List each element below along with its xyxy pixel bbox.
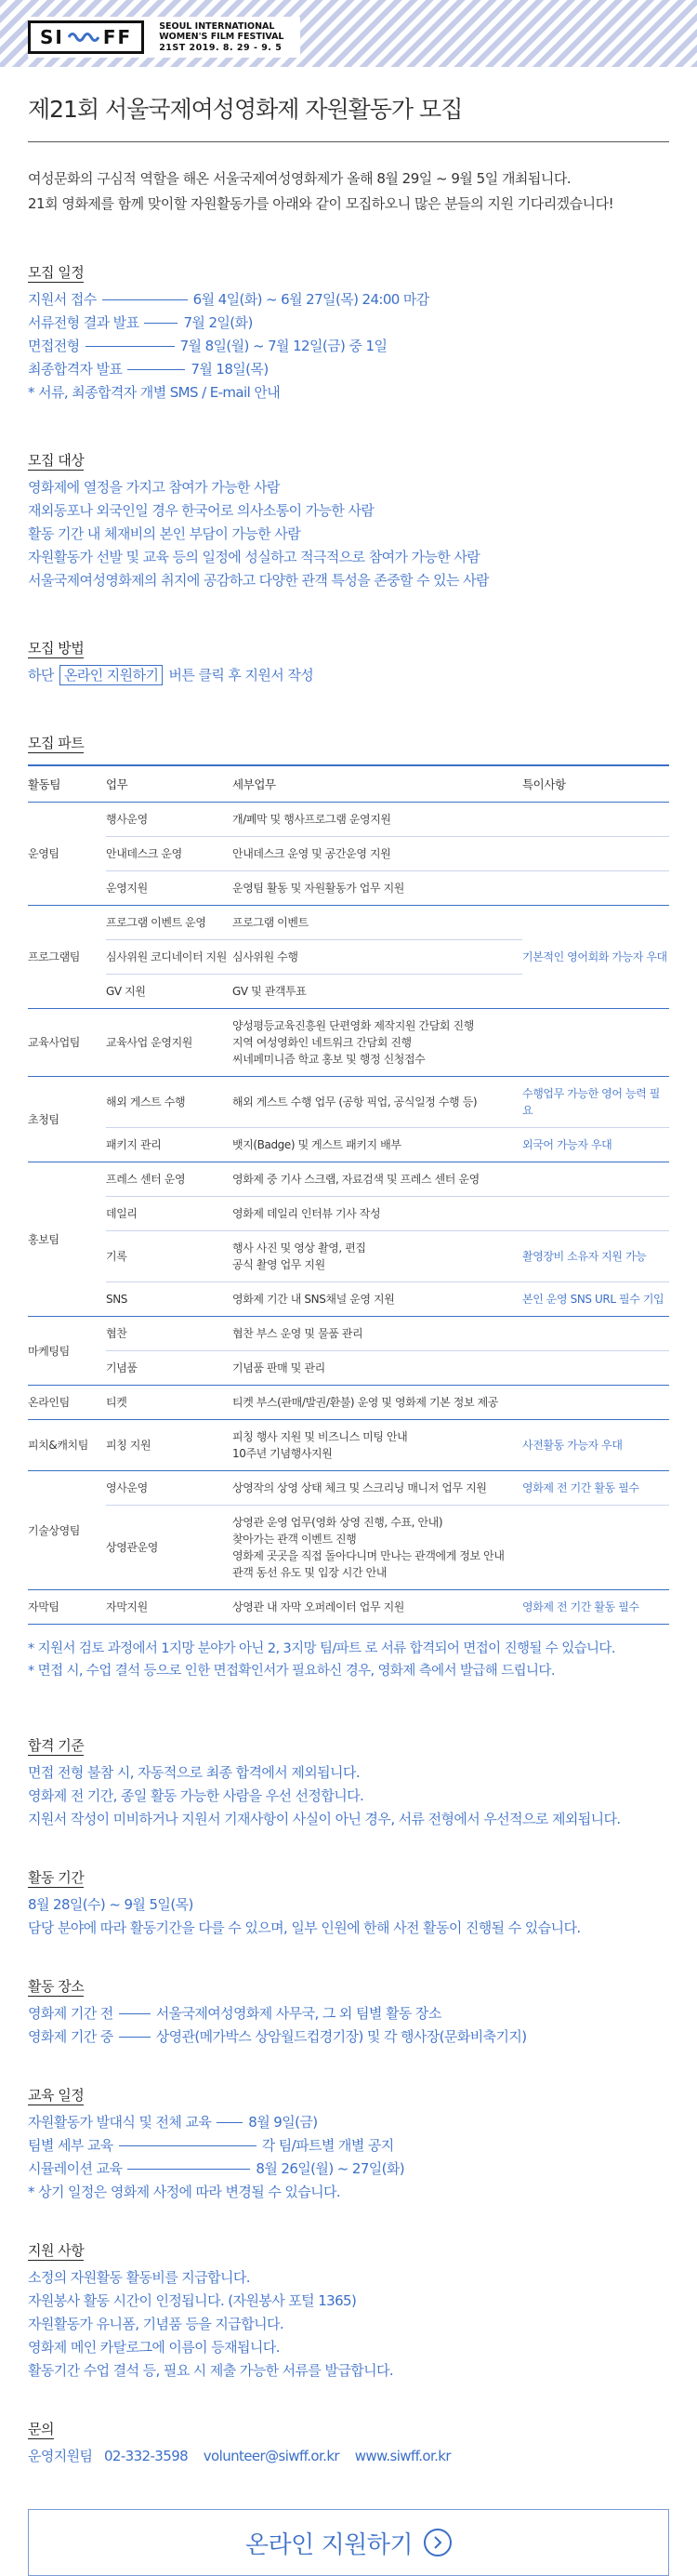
- contact-email[interactable]: volunteer@siwff.or.kr: [203, 2448, 339, 2464]
- detail-line: 영화제 데일리 인터뷰 기사 작성: [232, 1207, 381, 1220]
- education-row: 시뮬레이션 교육 8월 26일(월) ~ 27일(화): [28, 2160, 405, 2177]
- support-section: [28, 2241, 669, 2383]
- task-cell: 안내데스크 운영: [106, 837, 232, 871]
- detail-cell: [232, 1197, 522, 1231]
- education-note: * 상기 일정은 영화제 사정에 따라 변경될 수 있습니다.: [28, 2184, 341, 2200]
- detail-line: 씨네페미니즘 학교 홍보 및 행정 신청접수: [232, 1053, 426, 1066]
- task-cell: 자막지원: [106, 1590, 232, 1625]
- table-row: [28, 1471, 669, 1506]
- list-item: 영화제 메인 카탈로그에 이름이 등재됩니다.: [28, 2339, 280, 2356]
- table-row: [28, 1386, 669, 1420]
- detail-line: 지역 여성영화인 네트워크 간담회 진행: [232, 1036, 412, 1049]
- logo-frame: [28, 20, 144, 54]
- place-row: 영화제 기간 중 상영관(메가박스 상암월드컵경기장) 및 각 행사장(문화비축기지): [28, 2028, 527, 2045]
- list-item: 자원활동가 선발 및 교육 등의 일정에 성실하고 적극적으로 참여가 가능한 사람: [28, 549, 480, 565]
- note-cell: 수행업무 가능한 영어 능력 필요: [522, 1077, 669, 1128]
- team-cell: 피치&캐치팀: [28, 1420, 106, 1471]
- target-section: [28, 451, 669, 592]
- apply-button-label: 온라인 지원하기: [59, 665, 163, 685]
- section-title: 교육 일정: [28, 2087, 85, 2104]
- logo-right-text: FF: [102, 26, 133, 48]
- detail-cell: [232, 906, 522, 940]
- table-row: [28, 1590, 669, 1625]
- table-footnotes: * 지원서 검토 과정에서 1지망 분야가 아닌 2, 3지망 팀/파트 로 서류 합격되어 면접이 진행될 수 있습니다. * 면접 시, 수업 결석 등으로 인한 면접확인서가 필요하신 경우, 영화제 측에서 발급해 드립니다.: [28, 1641, 615, 1679]
- detail-line: 영화제 중 기사 스크랩, 자료검색 및 프레스 센터 운영: [232, 1173, 480, 1186]
- table-row: [28, 1162, 669, 1197]
- task-cell: 패키지 관리: [106, 1128, 232, 1162]
- note-cell: [522, 1197, 669, 1231]
- task-cell: 기록: [106, 1231, 232, 1282]
- schedule-row: 서류전형 결과 발표 7월 2일(화): [28, 314, 253, 331]
- section-title: 모집 파트: [28, 735, 85, 751]
- detail-line: 피칭 행사 지원 및 비즈니스 미팅 안내: [232, 1430, 408, 1443]
- list-item: 활동 기간 내 체재비의 본인 부담이 가능한 사람: [28, 525, 301, 542]
- list-item: 재외동포나 외국인일 경우 한국어로 의사소통이 가능한 사람: [28, 502, 375, 519]
- parts-section: [28, 734, 669, 1682]
- list-item: 영화제에 열정을 가지고 참여가 가능한 사람: [28, 479, 280, 496]
- task-cell: 심사위원 코디네이터 지원: [106, 940, 232, 975]
- contact-website[interactable]: www.siwff.or.kr: [354, 2448, 451, 2464]
- detail-cell: [232, 975, 522, 1009]
- team-cell: 프로그램팀: [28, 906, 106, 1009]
- column-header: 업무: [106, 765, 232, 803]
- list-item: 영화제 전 기간, 종일 활동 가능한 사람을 우선 선정합니다.: [28, 1787, 364, 1804]
- note-cell: [522, 1351, 669, 1386]
- detail-line: 안내데스크 운영 및 공간운영 지원: [232, 847, 391, 860]
- note-cell: 사전활동 가능자 우대: [522, 1420, 669, 1471]
- education-row: 자원활동가 발대식 및 전체 교육 8월 9일(금): [28, 2114, 318, 2131]
- detail-cell: [232, 940, 522, 975]
- list-item: 서울국제여성영화제의 취지에 공감하고 다양한 관객 특성을 존중할 수 있는 사람: [28, 572, 489, 589]
- note-cell: 영화제 전 기간 활동 필수: [522, 1471, 669, 1506]
- detail-cell: [232, 1231, 522, 1282]
- list-item: 자원활동가 유니폼, 기념품 등을 지급합니다.: [28, 2316, 284, 2332]
- task-cell: 프레스 센터 운영: [106, 1162, 232, 1197]
- schedule-row: 최종합격자 발표 7월 18일(목): [28, 361, 269, 378]
- detail-line: GV 및 관객투표: [232, 985, 307, 998]
- task-cell: 교육사업 운영지원: [106, 1009, 232, 1077]
- section-title: 합격 기준: [28, 1737, 85, 1754]
- detail-line: 행사 사진 및 영상 촬영, 편집: [232, 1242, 366, 1255]
- criteria-section: [28, 1736, 669, 1831]
- parts-table: [28, 764, 669, 1625]
- list-item: 면접 전형 불참 시, 자동적으로 최종 합격에서 제외됩니다.: [28, 1764, 360, 1781]
- table-row: [28, 1282, 669, 1317]
- task-cell: 영사운영: [106, 1471, 232, 1506]
- detail-line: 영화제 곳곳을 직접 돌아다니며 만나는 관객에게 정보 안내: [232, 1549, 505, 1562]
- detail-line: 10주년 기념행사지원: [232, 1447, 333, 1460]
- detail-cell: [232, 1590, 522, 1625]
- method-section: 모집 방법 하단 온라인 지원하기 버튼 클릭 후 지원서 작성: [28, 640, 314, 684]
- wave-icon: [68, 30, 99, 45]
- header-band: [0, 0, 697, 67]
- note-cell: 영화제 전 기간 활동 필수: [522, 1590, 669, 1625]
- team-cell: 자막팀: [28, 1590, 106, 1625]
- table-row: [28, 1009, 669, 1077]
- schedule-section: [28, 263, 669, 405]
- detail-line: 공식 촬영 업무 지원: [232, 1258, 325, 1271]
- list-item: 8월 28일(수) ~ 9월 5일(목): [28, 1896, 193, 1913]
- detail-line: 찾아가는 관객 이벤트 진행: [232, 1533, 357, 1546]
- contact-section: [28, 2420, 669, 2468]
- period-section: [28, 1868, 669, 1940]
- education-section: [28, 2086, 669, 2204]
- place-section: [28, 1977, 669, 2049]
- note-cell: [522, 871, 669, 906]
- detail-line: 심사위원 수행: [232, 950, 298, 963]
- detail-cell: [232, 1009, 522, 1077]
- table-row: [28, 803, 669, 837]
- column-header: 활동팀: [28, 765, 106, 803]
- festival-logo[interactable]: [28, 17, 300, 58]
- detail-cell: [232, 1351, 522, 1386]
- list-item: 활동기간 수업 결석 등, 필요 시 제출 가능한 서류를 발급합니다.: [28, 2362, 394, 2379]
- detail-line: 해외 게스트 수행 업무 (공항 픽업, 공식일정 수행 등): [232, 1095, 478, 1109]
- detail-line: 개/폐막 및 행사프로그램 운영지원: [232, 813, 391, 826]
- task-cell: 피칭 지원: [106, 1420, 232, 1471]
- detail-cell: [232, 1420, 522, 1471]
- note-cell: [522, 1009, 669, 1077]
- schedule-row: 면접전형 7월 8일(월) ~ 7월 12일(금) 중 1일: [28, 338, 388, 354]
- detail-line: 관객 동선 유도 및 입장 시간 안내: [232, 1566, 387, 1579]
- list-item: 담당 분야에 따라 활동기간을 다를 수 있으며, 일부 인원에 한해 사전 활동이 진행될 수 있습니다.: [28, 1919, 581, 1936]
- table-row: [28, 1231, 669, 1282]
- task-cell: GV 지원: [106, 975, 232, 1009]
- detail-line: 협찬 부스 운영 및 물품 관리: [232, 1327, 363, 1340]
- table-row: [28, 837, 669, 871]
- column-header: 특이사항: [522, 765, 669, 803]
- note-cell: 기본적인 영어회화 가능자 우대: [522, 906, 669, 1009]
- intro-text: 여성문화의 구심적 역할을 해온 서울국제여성영화제가 올해 8월 29일 ~ 9월 5일 개최됩니다. 21회 영화제를 함께 맞이할 자원활동가를 아래와 같이 모집하오니 많은 분들의 지원 기다리겠습니다!: [28, 170, 614, 212]
- task-cell: 상영관운영: [106, 1506, 232, 1590]
- detail-cell: [232, 871, 522, 906]
- list-item: 자원봉사 활동 시간이 인정됩니다. (자원봉사 포털 1365): [28, 2292, 357, 2309]
- detail-line: 상영관 운영 업무(영화 상영 진행, 수표, 안내): [232, 1516, 443, 1529]
- task-cell: 데일리: [106, 1197, 232, 1231]
- detail-line: 상영작의 상영 상태 체크 및 스크리닝 매니저 업무 지원: [232, 1481, 487, 1494]
- note-cell: [522, 837, 669, 871]
- task-cell: SNS: [106, 1282, 232, 1317]
- detail-line: 영화제 기간 내 SNS채널 운영 지원: [232, 1293, 395, 1306]
- detail-cell: [232, 1506, 522, 1590]
- column-header: 세부업무: [232, 765, 522, 803]
- detail-line: 상영관 내 자막 오퍼레이터 업무 지원: [232, 1600, 404, 1613]
- team-cell: 온라인팀: [28, 1386, 106, 1420]
- apply-online-label: 온라인 지원하기: [244, 2530, 414, 2559]
- schedule-note: * 서류, 최종합격자 개별 SMS / E-mail 안내: [28, 384, 281, 401]
- section-title: 문의: [28, 2421, 54, 2437]
- detail-line: 뱃지(Badge) 및 게스트 패키지 배부: [232, 1138, 401, 1151]
- task-cell: 행사운영: [106, 803, 232, 837]
- detail-line: 양성평등교육진흥원 단편영화 제작지원 간담회 진행: [232, 1019, 474, 1032]
- note-cell: [522, 1386, 669, 1420]
- place-row: 영화제 기간 전 서울국제여성영화제 사무국, 그 외 팀별 활동 장소: [28, 2005, 441, 2022]
- task-cell: 티켓: [106, 1386, 232, 1420]
- task-cell: 기념품: [106, 1351, 232, 1386]
- section-title: 활동 장소: [28, 1978, 85, 1995]
- task-cell: 협찬: [106, 1317, 232, 1351]
- note-cell: 외국어 가능자 우대: [522, 1128, 669, 1162]
- note-cell: 본인 운영 SNS URL 필수 기입: [522, 1282, 669, 1317]
- section-title: 지원 사항: [28, 2242, 85, 2259]
- task-cell: 운영지원: [106, 871, 232, 906]
- table-row: [28, 1197, 669, 1231]
- note-cell: [522, 1506, 669, 1590]
- team-cell: 홍보팀: [28, 1162, 106, 1317]
- contact-phone[interactable]: 02-332-3598: [103, 2448, 189, 2464]
- table-row: [28, 1317, 669, 1351]
- education-row: 팀별 세부 교육 각 팀/파트별 개별 공지: [28, 2137, 394, 2154]
- detail-cell: [232, 1162, 522, 1197]
- parts-table-body: [28, 803, 669, 1625]
- section-title: 모집 방법: [28, 640, 85, 657]
- section-title: 모집 일정: [28, 264, 85, 281]
- table-row: [28, 1128, 669, 1162]
- table-row: [28, 906, 669, 940]
- detail-cell: [232, 1282, 522, 1317]
- list-item: 지원서 작성이 미비하거나 지원서 기재사항이 사실이 아닌 경우, 서류 전형에서 우선적으로 제외됩니다.: [28, 1811, 621, 1827]
- festival-name: SEOUL INTERNATIONAL WOMEN'S FILM FESTIVAL 21ST 2019. 8. 29 - 9. 5: [155, 20, 287, 56]
- note-cell: [522, 1162, 669, 1197]
- chevron-right-circle-icon: [424, 2529, 452, 2556]
- section-title: 활동 기간: [28, 1869, 85, 1886]
- detail-cell: [232, 1128, 522, 1162]
- note-cell: [522, 803, 669, 837]
- detail-line: 운영팀 활동 및 자원활동가 업무 지원: [232, 882, 404, 895]
- note-cell: 촬영장비 소유자 지원 가능: [522, 1231, 669, 1282]
- detail-line: 기념품 판매 및 관리: [232, 1361, 325, 1374]
- team-cell: 마케팅팀: [28, 1317, 106, 1386]
- task-cell: 프로그램 이벤트 운영: [106, 906, 232, 940]
- detail-cell: [232, 803, 522, 837]
- detail-line: 프로그램 이벤트: [232, 916, 309, 929]
- detail-cell: [232, 1471, 522, 1506]
- table-row: [28, 871, 669, 906]
- table-row: [28, 1351, 669, 1386]
- page-title: 제21회 서울국제여성영화제 자원활동가 모집: [28, 67, 669, 142]
- detail-cell: [232, 837, 522, 871]
- detail-cell: [232, 1386, 522, 1420]
- note-cell: [522, 1317, 669, 1351]
- team-cell: 초청팀: [28, 1077, 106, 1162]
- table-row: [28, 1420, 669, 1471]
- detail-cell: [232, 1317, 522, 1351]
- section-title: 모집 대상: [28, 452, 85, 469]
- contact-team: 운영지원팀: [28, 2448, 93, 2464]
- table-row: [28, 1077, 669, 1128]
- table-header-row: [28, 765, 669, 803]
- team-cell: 기술상영팀: [28, 1471, 106, 1590]
- apply-online-button[interactable]: [28, 2509, 669, 2576]
- team-cell: 교육사업팀: [28, 1009, 106, 1077]
- task-cell: 해외 게스트 수행: [106, 1077, 232, 1128]
- logo-left-text: SI: [40, 26, 64, 48]
- schedule-row: 지원서 접수 6월 4일(화) ~ 6월 27일(목) 24:00 마감: [28, 291, 429, 308]
- list-item: 소정의 자원활동 활동비를 지급합니다.: [28, 2269, 250, 2286]
- detail-cell: [232, 1077, 522, 1128]
- team-cell: 운영팀: [28, 803, 106, 906]
- detail-line: 티켓 부스(판매/발권/환불) 운영 및 영화제 기본 정보 제공: [232, 1396, 498, 1409]
- table-row: [28, 1506, 669, 1590]
